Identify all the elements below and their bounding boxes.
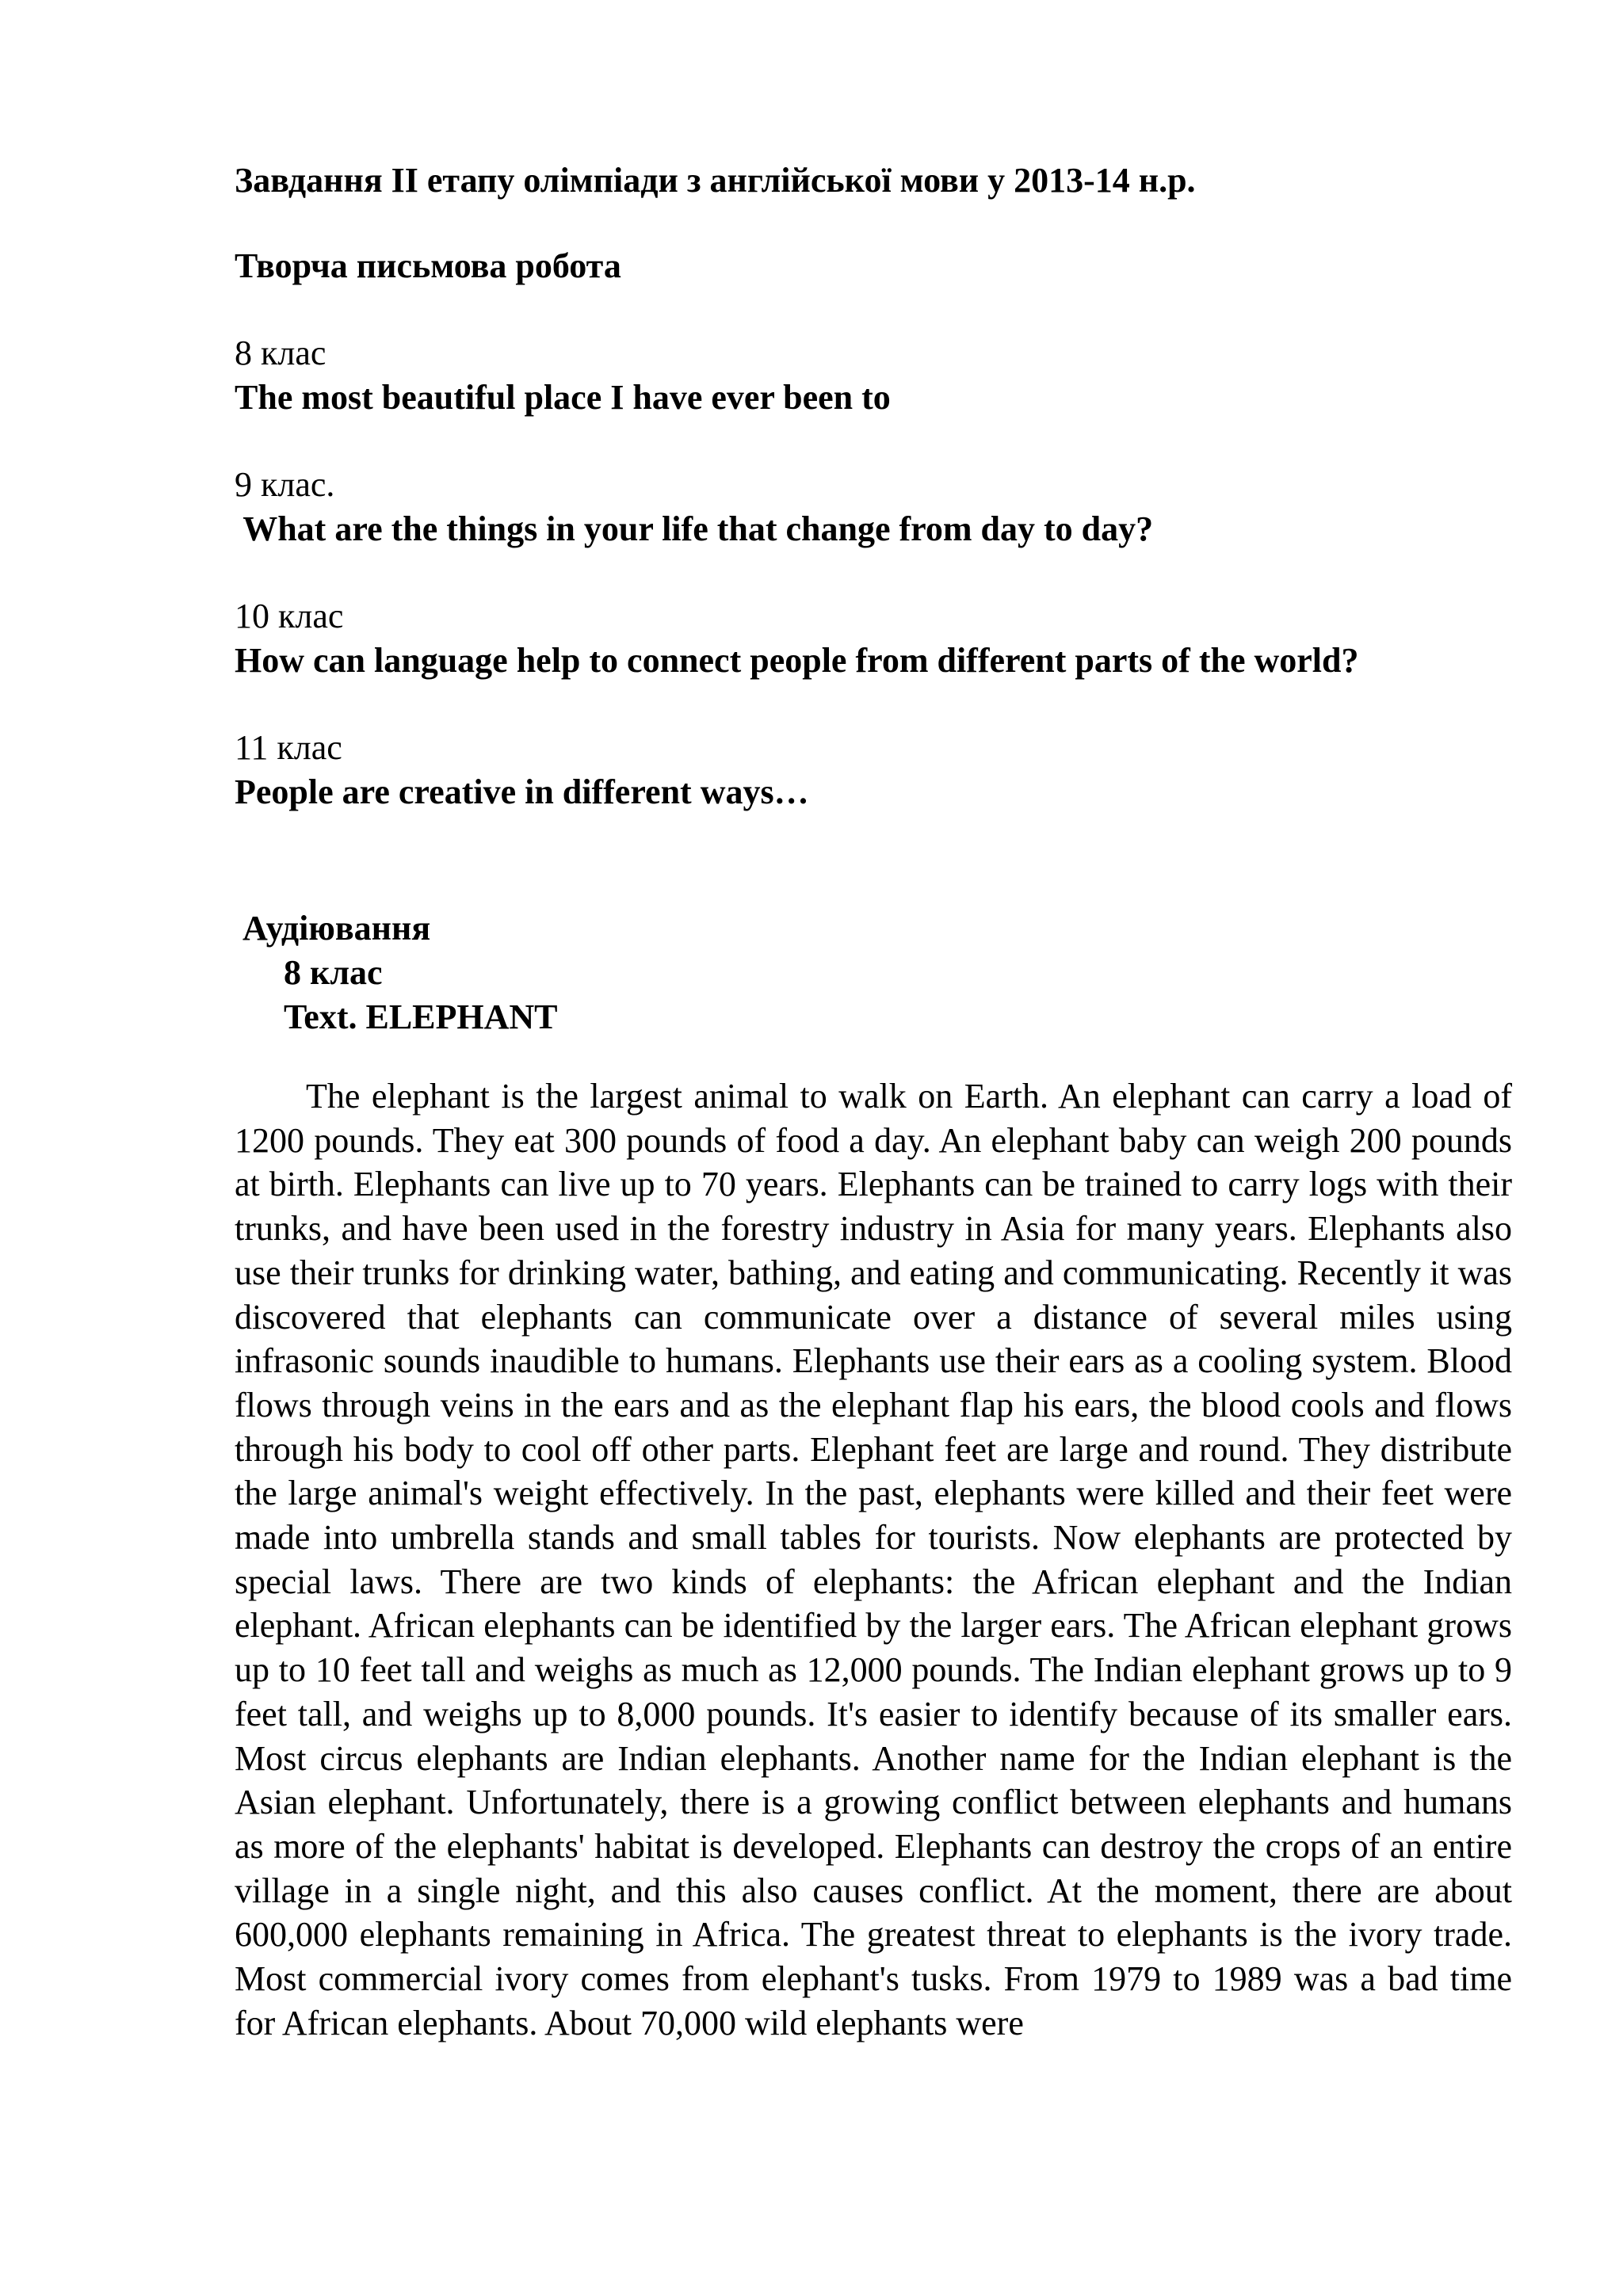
writing-task-topic-11: People are creative in different ways… — [235, 772, 809, 811]
writing-task-topic-10: How can language help to connect people from different parts of the world? — [235, 641, 1359, 680]
listening-section-heading: Аудіювання — [242, 909, 431, 948]
writing-task-topic-9: What are the things in your life that change from day to day? — [235, 509, 1154, 548]
listening-text-title: Text. ELEPHANT — [284, 997, 558, 1036]
listening-grade: 8 клас — [284, 953, 383, 992]
writing-task-grade-10: 10 клас — [235, 597, 344, 635]
writing-task-grade-9: 9 клас. — [235, 465, 335, 504]
listening-text-body: The elephant is the largest animal to walk on Earth. An elephant can carry a load of 1200 pounds. They eat 300 pounds of food a day. An elephant baby can weigh 200 pounds at birth. Elephants can live up to 70 years. Elephants can be trained to carry logs with their trunks, and have been used in the forestry industry in Asia for many years. Elephants also use their trunks for drinking water, bathing, and eating and communicating. Recently it was discovered that elephants can communicate over a distance of several miles using infrasonic sounds inaudible to humans. Elephants use their ears as a cooling system. Blood flows through veins in the ears and as the elephant flap his ears, the blood cools and flows through his body to cool off other parts. Elephant feet are large and round. They distribute the large animal's weight effectively. In the past, elephants were killed and their feet were made into umbrella stands and small tables for tourists. Now elephants are protected by special laws. There are two kinds of elephants: the African elephant and the Indian elephant. African elephants can be identified by the larger ears. The African elephant grows up to 10 feet tall and weighs as much as 12,000 pounds. The Indian elephant grows up to 9 feet tall, and weighs up to 8,000 pounds. It's easier to identify because of its smaller ears. Most circus elephants are Indian elephants. Another name for the Indian elephant is the Asian elephant. Unfortunately, there is a growing conflict between elephants and humans as more of the elephants' habitat is developed. Elephants can destroy the crops of an entire village in a single night, and this also causes conflict. At the moment, there are about 600,000 elephants remaining in Africa. The greatest threat to elephants is the ivory trade. Most commercial ivory comes from elephant's tusks. From 1979 to 1989 was a bad time for African elephants. About 70,000 wild elephants were — [235, 1077, 1512, 2042]
document-title: Завдання ІІ етапу олімпіади з англійської мови у 2013-14 н.р. — [235, 161, 1196, 200]
writing-task-topic-8: The most beautiful place I have ever been to — [235, 378, 891, 417]
writing-task-grade-11: 11 клас — [235, 728, 342, 767]
writing-task-grade-8: 8 клас — [235, 334, 327, 372]
writing-section-heading: Творча письмова робота — [235, 246, 621, 285]
